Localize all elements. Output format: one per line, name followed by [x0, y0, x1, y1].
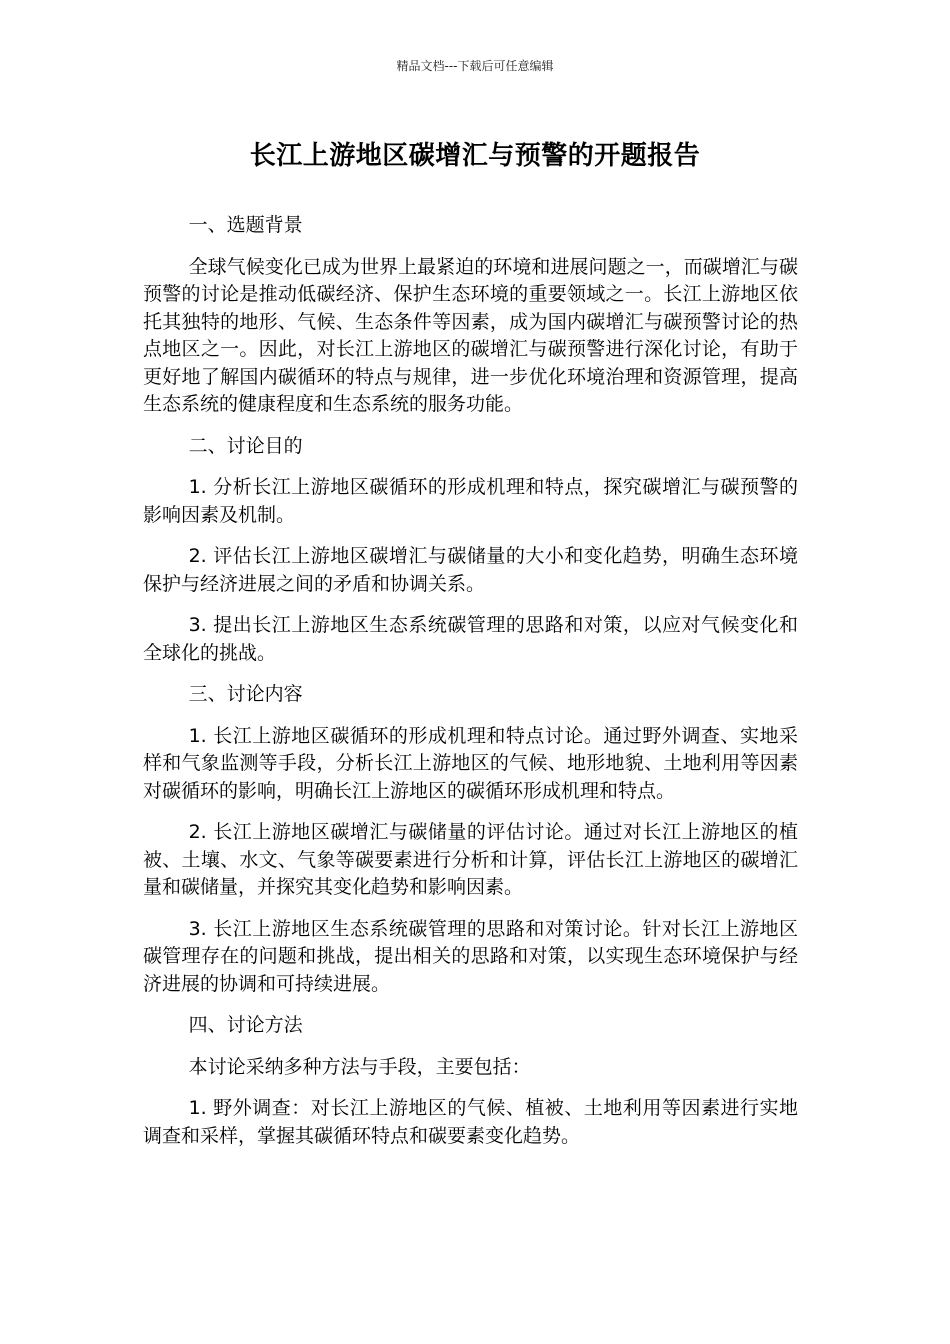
section-heading: 二、讨论目的: [188, 434, 303, 457]
paragraph: 3. 提出长江上游地区生态系统碳管理的思路和对策，以应对气候变化和全球化的挑战。: [143, 614, 798, 664]
paragraph: 2. 评估长江上游地区碳增汇与碳储量的大小和变化趋势，明确生态环境保护与经济进展之间的矛盾和协调关系。: [143, 545, 798, 595]
paragraph: 1. 长江上游地区碳循环的形成机理和特点讨论。通过野外调查、实地采样和气象监测等手段，分析长江上游地区的气候、地形地貌、土地利用等因素对碳循环的影响，明确长江上游地区的碳循环形成机理和特点。: [143, 724, 798, 802]
section-heading: 四、讨论方法: [188, 1014, 303, 1036]
paragraph: 1. 分析长江上游地区碳循环的形成机理和特点，探究碳增汇与碳预警的影响因素及机制。: [143, 476, 798, 526]
document-body: [143, 212, 798, 1164]
section-heading: 三、讨论内容: [188, 683, 303, 705]
paragraph: 本讨论采纳多种方法与手段，主要包括：: [188, 1055, 531, 1078]
paragraph: 3. 长江上游地区生态系统碳管理的思路和对策讨论。针对长江上游地区碳管理存在的问题和挑战，提出相关的思路和对策，以实现生态环境保护与经济进展的协调和可持续进展。: [143, 917, 798, 995]
document-title: 长江上游地区碳增汇与预警的开题报告: [249, 141, 701, 171]
section-heading: 一、选题背景: [188, 214, 303, 236]
paragraph: 1. 野外调查：对长江上游地区的气候、植被、土地利用等因素进行实地调查和采样，掌握其碳循环特点和碳要素变化趋势。: [143, 1097, 798, 1147]
paragraph: 全球气候变化已成为世界上最紧迫的环境和进展问题之一，而碳增汇与碳预警的讨论是推动低碳经济、保护生态环境的重要领域之一。长江上游地区依托其独特的地形、气候、生态条件等因素，成为国内碳增汇与碳预警讨论的热点地区之一。因此，对长江上游地区的碳增汇与碳预警进行深化讨论，有助于更好地了解国内碳循环的特点与规律，进一步优化环境治理和资源管理，提高生态系统的健康程度和生态系统的服务功能。: [143, 255, 798, 415]
paragraph: 2. 长江上游地区碳增汇与碳储量的评估讨论。通过对长江上游地区的植被、土壤、水文、气象等碳要素进行分析和计算，评估长江上游地区的碳增汇量和碳储量，并探究其变化趋势和影响因素。: [143, 821, 798, 898]
header-note: 精品文档---下载后可任意编辑: [396, 59, 554, 73]
